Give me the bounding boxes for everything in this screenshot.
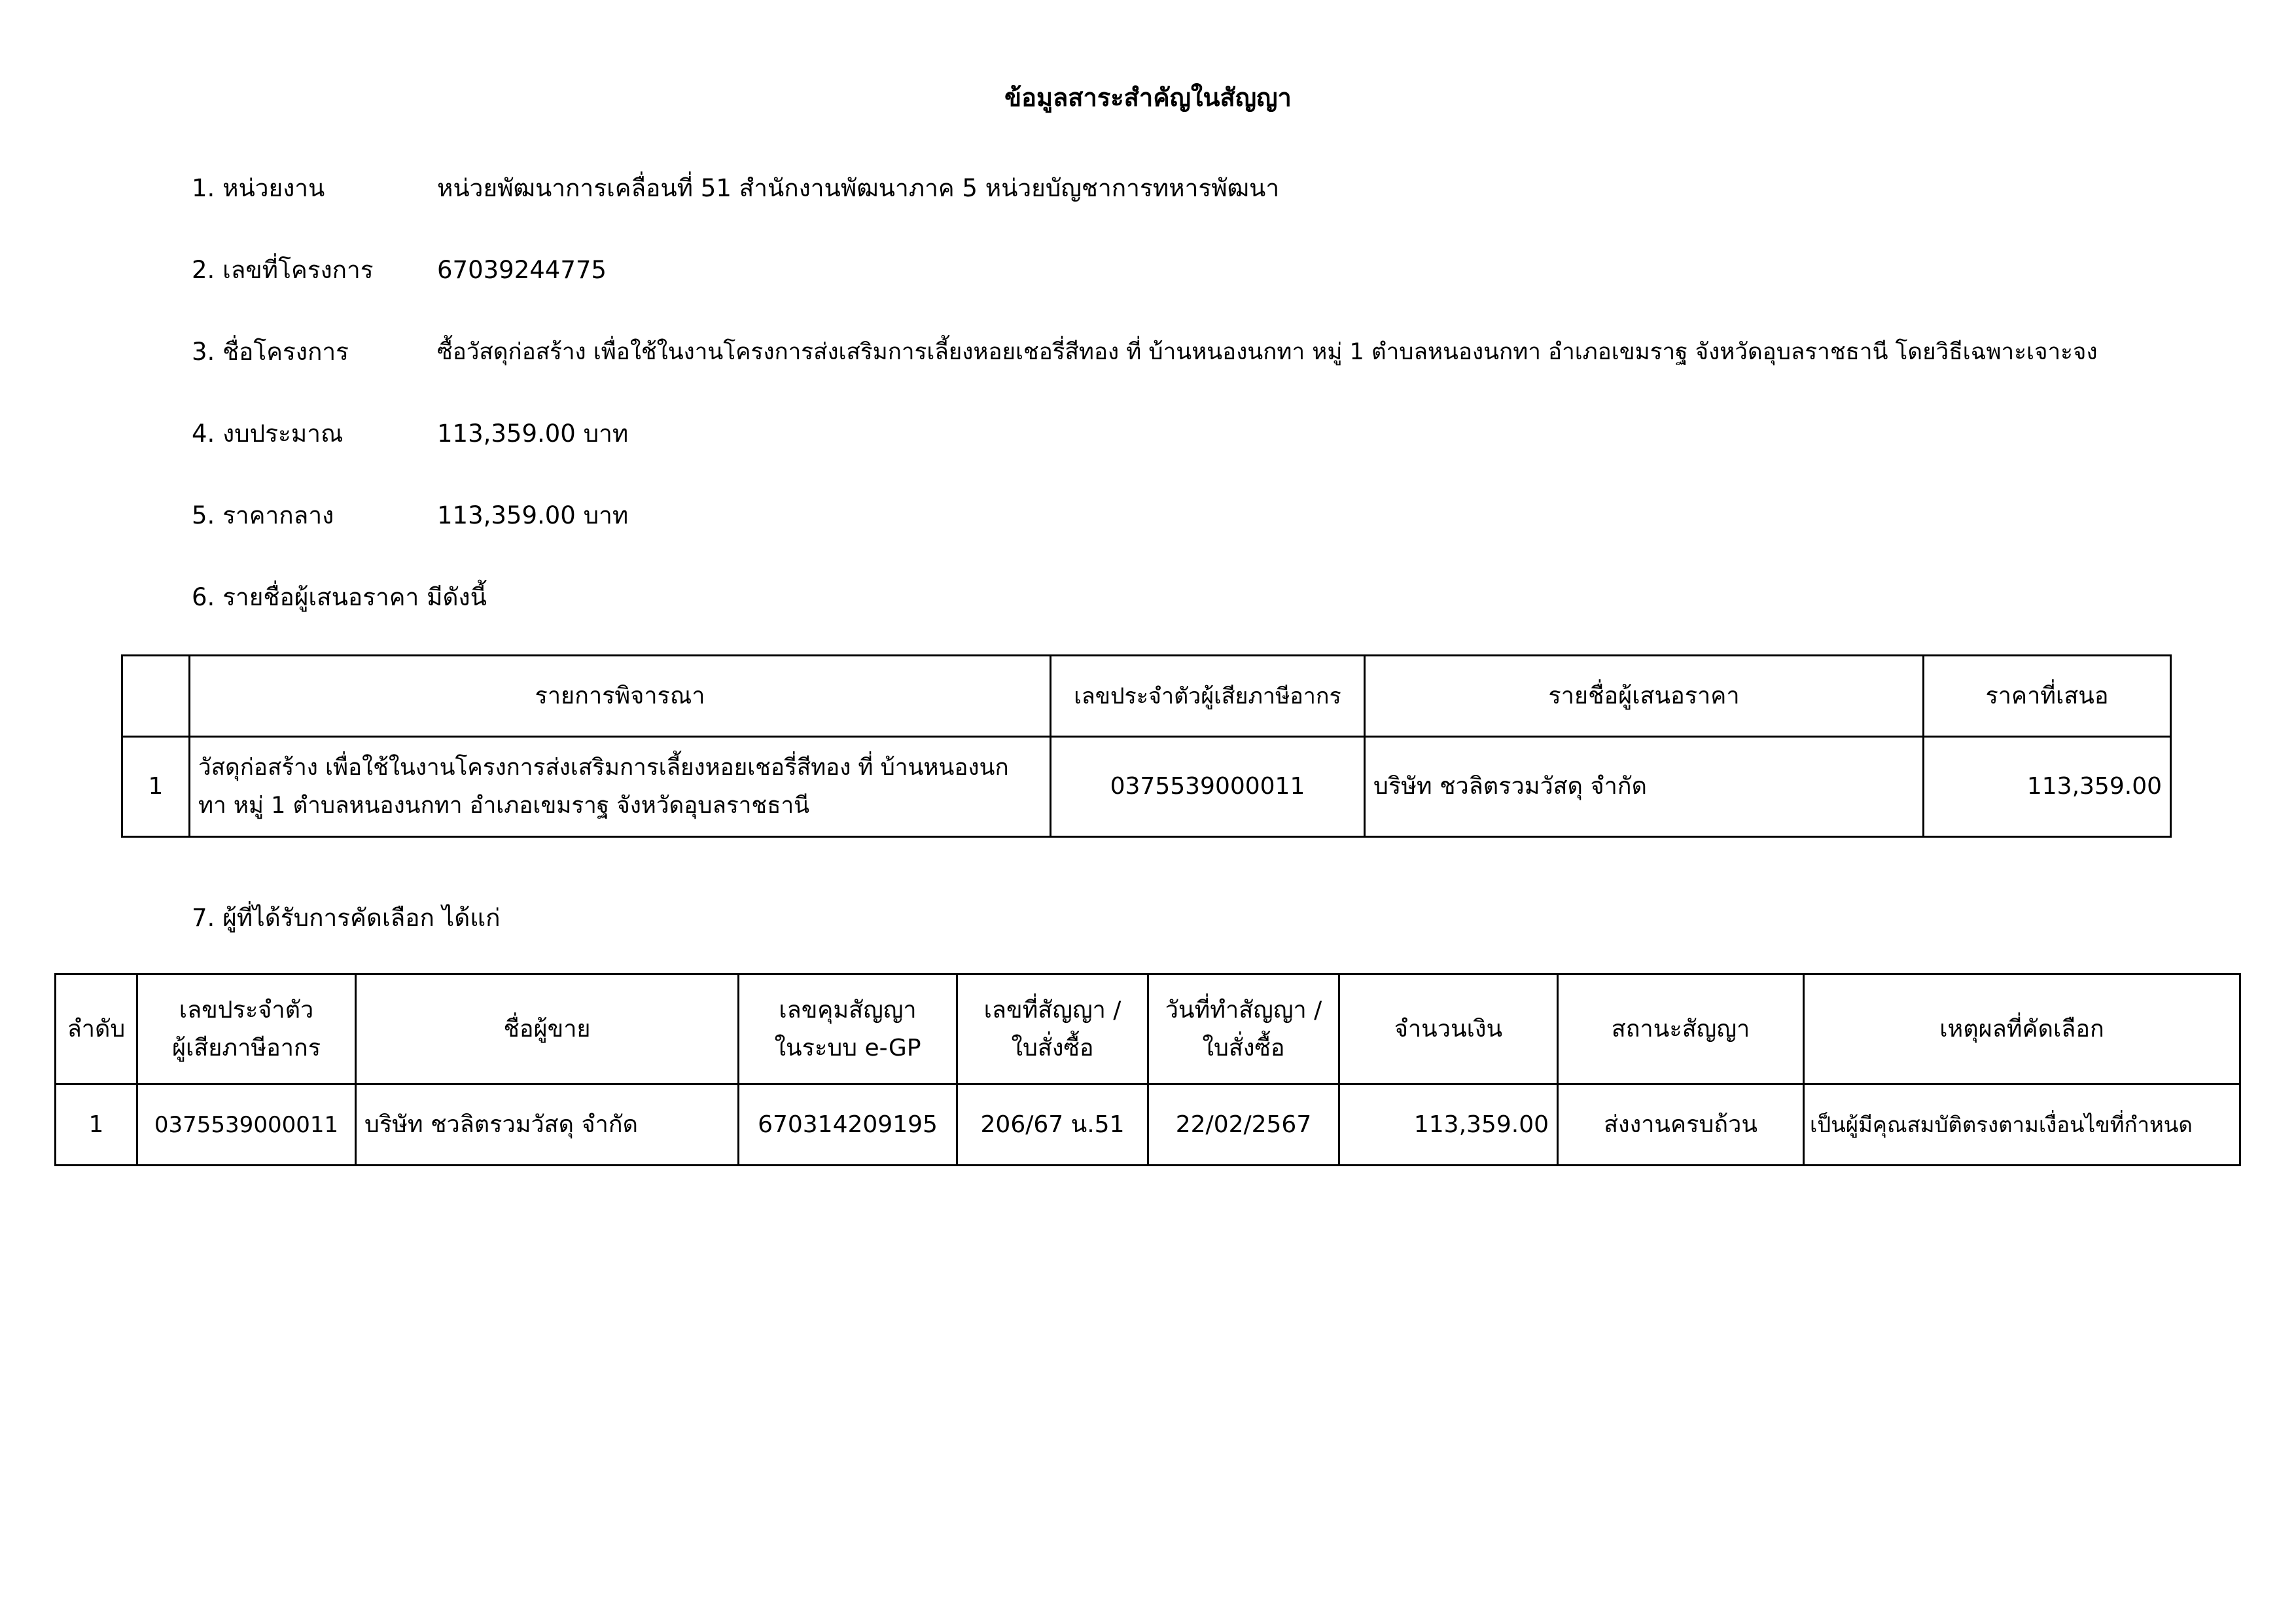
winners-cell-seller: บริษัท ชวลิตรวมวัสดุ จำกัด	[356, 1084, 739, 1166]
winners-cell-amount: 113,359.00	[1339, 1084, 1558, 1166]
winners-header-no: ลำดับ	[56, 974, 137, 1084]
bidders-cell-tax-id: 0375539000011	[1051, 737, 1365, 837]
bidders-cell-item-line2: ทา หมู่ 1 ตำบลหนองนกทา อำเภอเขมราฐ จังหวัดอุบลราชธานี	[198, 793, 810, 819]
bidders-table	[121, 654, 2172, 838]
winners-table-header-row	[56, 974, 2240, 1084]
winners-header-egp-line1: เลขคุมสัญญา	[779, 996, 917, 1024]
info-label-budget: 4. งบประมาณ	[192, 419, 344, 448]
info-value-median-price: 113,359.00 บาท	[437, 501, 629, 529]
table-row	[56, 1084, 2240, 1166]
winners-header-contract-no	[957, 974, 1148, 1084]
section-bidders-label: 6. รายชื่อผู้เสนอราคา มีดังนี้	[192, 583, 487, 611]
bidders-cell-price: 113,359.00	[1924, 737, 2171, 837]
bidders-header-bidder: รายชื่อผู้เสนอราคา	[1365, 656, 1924, 737]
winners-cell-status: ส่งงานครบถ้วน	[1558, 1084, 1804, 1166]
winners-cell-egp: 670314209195	[739, 1084, 957, 1166]
info-label-project-number: 2. เลขที่โครงการ	[192, 256, 374, 284]
info-value-agency: หน่วยพัฒนาการเคลื่อนที่ 51 สำนักงานพัฒนาภาค 5 หน่วยบัญชาการทหารพัฒนา	[437, 174, 1280, 202]
winners-header-egp-line2: ในระบบ e-GP	[774, 1034, 921, 1061]
bidders-table-header-row	[122, 656, 2171, 737]
bidders-header-price: ราคาที่เสนอ	[1924, 656, 2171, 737]
document-title: ข้อมูลสาระสำคัญในสัญญา	[1004, 83, 1292, 112]
winners-header-contract-date	[1148, 974, 1339, 1084]
winners-cell-contract-no: 206/67 น.51	[957, 1084, 1148, 1166]
winners-cell-no: 1	[56, 1084, 137, 1166]
bidders-header-item: รายการพิจารณา	[190, 656, 1051, 737]
info-label-median-price: 5. ราคากลาง	[192, 501, 334, 529]
section-winners-label: 7. ผู้ที่ได้รับการคัดเลือก ได้แก่	[192, 904, 501, 932]
winners-header-contract-date-line2: ใบสั่งซื้อ	[1202, 1034, 1285, 1061]
winners-header-tax-id-line1: เลขประจำตัว	[179, 996, 314, 1024]
winners-header-status: สถานะสัญญา	[1558, 974, 1804, 1084]
info-value-budget: 113,359.00 บาท	[437, 419, 629, 448]
info-label-project-name: 3. ชื่อโครงการ	[192, 338, 349, 366]
bidders-cell-item	[190, 737, 1051, 837]
bidders-header-no	[122, 656, 190, 737]
info-value-project-number: 67039244775	[437, 256, 607, 284]
winners-header-egp	[739, 974, 957, 1084]
winners-header-tax-id-line2: ผู้เสียภาษีอากร	[171, 1034, 321, 1061]
info-value-project-name: ซื้อวัสดุก่อสร้าง เพื่อใช้ในงานโครงการส่งเสริมการเลี้ยงหอยเชอรี่สีทอง ที่ บ้านหนองนกทา หมู่ 1 ตำบลหนองนกทา อำเภอเขมราฐ จังหวัดอุบลราชธานี โดยวิธีเฉพาะเจาะจง	[437, 339, 2098, 365]
winners-header-contract-no-line2: ใบสั่งซื้อ	[1011, 1034, 1094, 1061]
winners-header-contract-date-line1: วันที่ทำสัญญา /	[1165, 996, 1322, 1024]
bidders-header-tax-id: เลขประจำตัวผู้เสียภาษีอากร	[1051, 656, 1365, 737]
bidders-cell-bidder: บริษัท ชวลิตรวมวัสดุ จำกัด	[1365, 737, 1924, 837]
winners-header-amount: จำนวนเงิน	[1339, 974, 1558, 1084]
winners-header-contract-no-line1: เลขที่สัญญา /	[983, 996, 1122, 1024]
winners-header-tax-id	[137, 974, 356, 1084]
winners-table	[54, 973, 2241, 1166]
winners-cell-reason: เป็นผู้มีคุณสมบัติตรงตามเงื่อนไขที่กำหนด	[1804, 1084, 2240, 1166]
info-label-agency: 1. หน่วยงาน	[192, 174, 325, 202]
winners-cell-tax-id: 0375539000011	[137, 1084, 356, 1166]
table-row	[122, 737, 2171, 837]
winners-header-seller: ชื่อผู้ขาย	[356, 974, 739, 1084]
bidders-cell-no: 1	[122, 737, 190, 837]
winners-header-reason: เหตุผลที่คัดเลือก	[1804, 974, 2240, 1084]
winners-cell-contract-date: 22/02/2567	[1148, 1084, 1339, 1166]
bidders-cell-item-line1: วัสดุก่อสร้าง เพื่อใช้ในงานโครงการส่งเสริมการเลี้ยงหอยเชอรี่สีทอง ที่ บ้านหนองนก	[198, 755, 1009, 781]
